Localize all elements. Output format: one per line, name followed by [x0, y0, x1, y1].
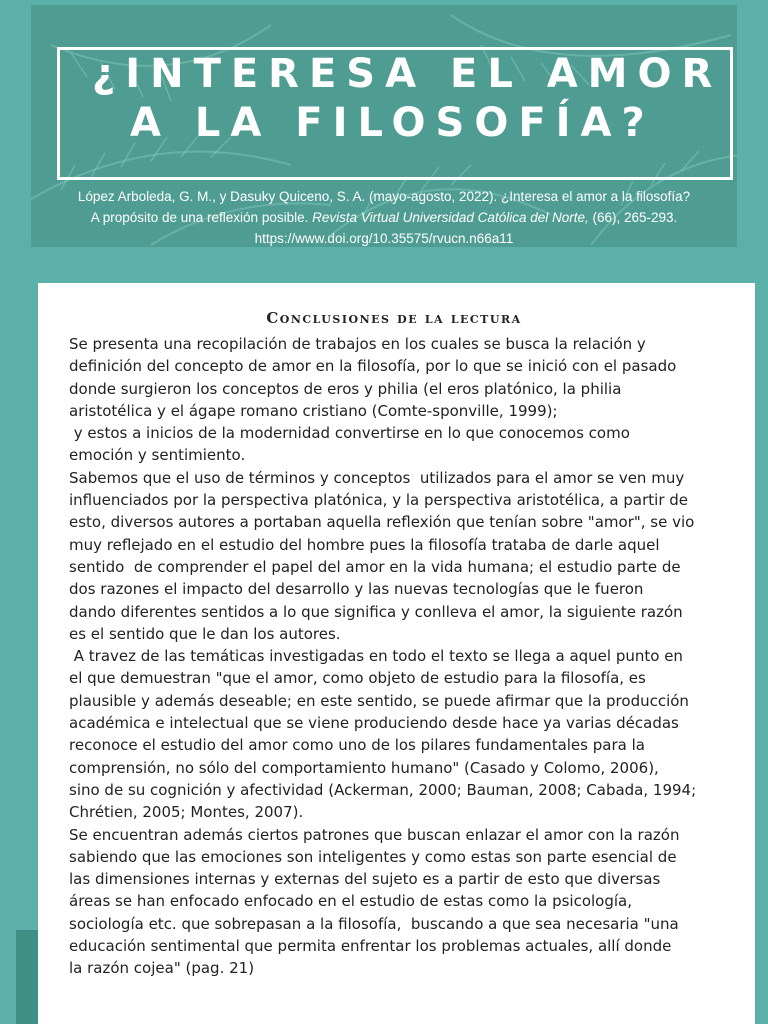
body-line: Se presenta una recopilación de trabajos en los cuales se busca la relación y [69, 335, 646, 353]
body-line: donde surgieron los conceptos de eros y philia (el eros platónico, la philia [69, 379, 622, 398]
body-line: Sabemos que el uso de términos y conceptos utilizados para el amor se ven muy [69, 468, 685, 487]
body-line: comprensión, no sólo del comportamiento humano" (Casado y Colomo, 2006), [69, 758, 659, 777]
body-text [69, 333, 755, 980]
body-line: aristotélica y el ágape romano cristiano (Comte-sponville, 1999); [69, 401, 558, 420]
body-line: el que demuestran "que el amor, como objeto de estudio para la filosofía, es [69, 669, 646, 688]
body-line: influenciados por la perspectiva platónica, y la perspectiva aristotélica, a partir de [69, 491, 688, 510]
body-line: sabiendo que las emociones son inteligentes y como estas son parte esencial de [69, 847, 677, 866]
body-line: dos razones el impacto del desarrollo y las nuevas tecnologías que le fueron [69, 580, 644, 599]
body-line: dando diferentes sentidos a lo que significa y conlleva el amor, la siguiente razón [69, 602, 683, 621]
body-line: plausible y además deseable; en este sentido, se puede afirmar que la producción [69, 691, 689, 710]
body-line: sino de su cognición y afectividad (Ackerman, 2000; Bauman, 2008; Cabada, 1994; [69, 780, 697, 799]
citation-doi-link[interactable]: https://www.doi.org/10.35575/rvucn.n66a11 [254, 231, 514, 246]
body-line: sentido de comprender el papel del amor en la vida humana; el estudio parte de [69, 557, 681, 576]
body-line: áreas se han enfocado enfocado en el estudio de estas como la psicología, [69, 892, 632, 911]
body-line: Se encuentran además ciertos patrones que buscan enlazar el amor con la razón [69, 825, 680, 844]
citation-line-2-suffix: (66), 265-293. [588, 210, 678, 225]
document-title-line-2: A LA FILOSOFÍA? [130, 100, 655, 146]
citation-block [40, 186, 728, 249]
body-line: las dimensiones internas y externas del sujeto es a partir de esto que diversas [69, 870, 661, 889]
document-title-line-1: ¿INTERESA EL AMOR [92, 51, 723, 97]
body-line: reconoce el estudio del amor como uno de los pilares fundamentales para la [69, 736, 645, 755]
body-line: académica e intelectual que se viene produciendo desde hace ya varias décadas [69, 714, 679, 733]
body-line: A travez de las temáticas investigadas en todo el texto se llega a aquel punto en [69, 647, 683, 666]
body-line: esto, diversos autores a portaban aquella reflexión que tenían sobre "amor", se vio [69, 513, 695, 532]
citation-line-2-prefix: A propósito de una reflexión posible. [90, 210, 313, 225]
citation-line-1: López Arboleda, G. M., y Dasuky Quiceno, S. A. (mayo-agosto, 2022). ¿Interesa el amor a la filosofía? [77, 189, 691, 204]
body-line: Chrétien, 2005; Montes, 2007). [69, 803, 304, 822]
body-line: muy reflejado en el estudio del hombre pues la filosofía trataba de darle aquel [69, 535, 660, 554]
citation-journal-name: Revista Virtual Universidad Católica del Norte, [312, 210, 589, 225]
body-line: la razón cojea" (pag. 21) [69, 959, 255, 978]
body-line: sociología etc. que sobrepasan a la filosofía, buscando a que sea necesaria "una [69, 914, 679, 933]
section-heading: Conclusiones de la lectura [266, 309, 522, 327]
body-line: emoción y sentimiento. [69, 446, 246, 465]
body-line: definición del concepto de amor en la filosofía, por lo que se inició con el pasado [69, 357, 677, 376]
body-line: y estos a inicios de la modernidad convertirse en lo que conocemos como [69, 424, 630, 443]
content-card [38, 283, 755, 1024]
body-line: es el sentido que le dan los autores. [69, 624, 341, 643]
citation-line-2 [40, 207, 728, 228]
body-line: educación sentimental que permita enfrentar los problemas actuales, allí donde [69, 937, 672, 956]
